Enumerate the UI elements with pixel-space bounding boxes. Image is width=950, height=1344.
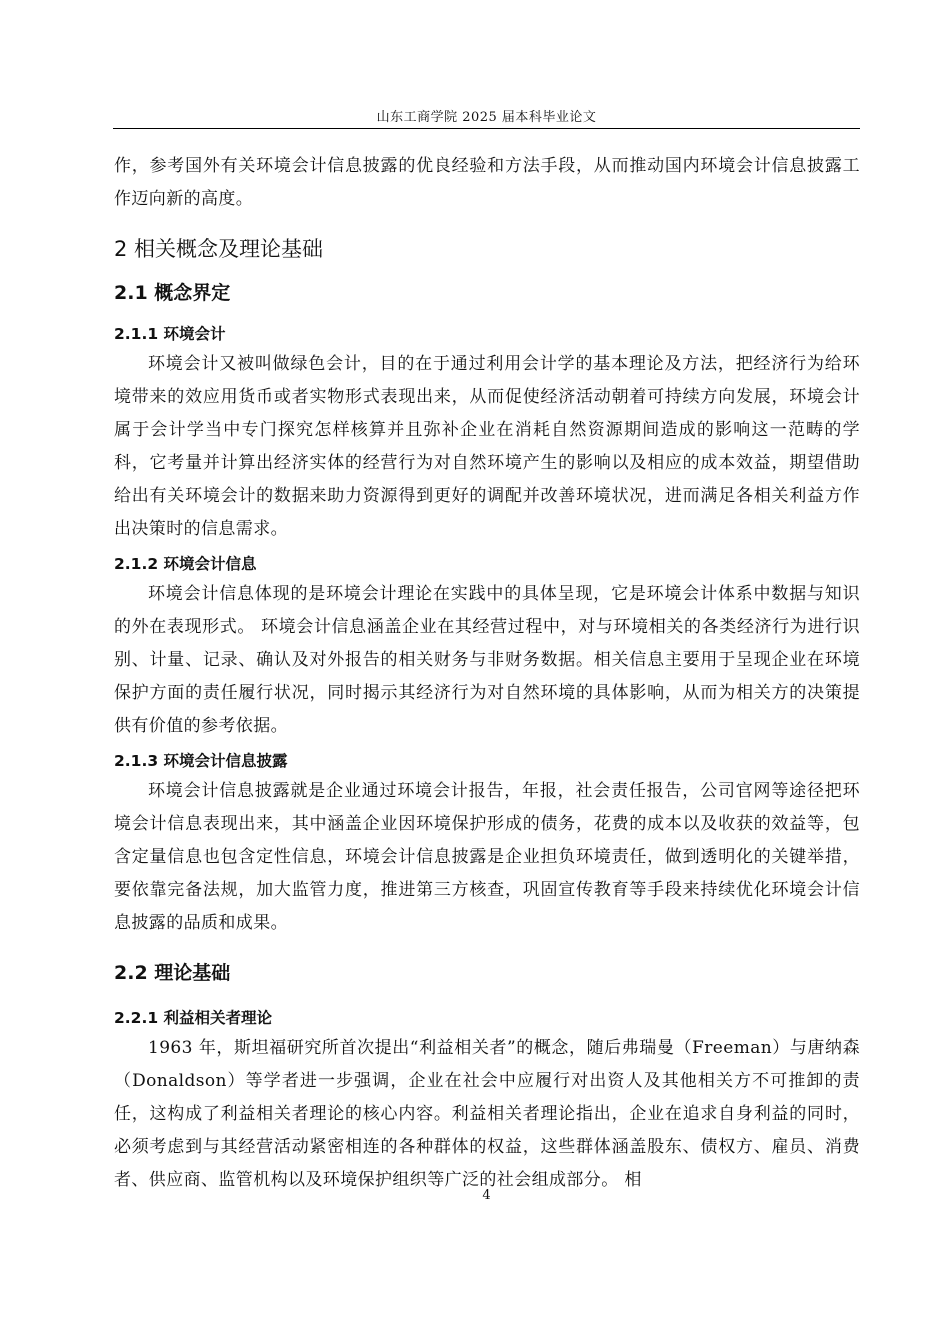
section-2-1-2-paragraph: 环境会计信息体现的是环境会计理论在实践中的具体呈现，它是环境会计体系中数据与知识的外在表现形式。 环境会计信息涵盖企业在其经营过程中，对与环境相关的各类经济行为进行识别、计量、记录、确认及对外报告的相关财务与非财务数据。相关信息主要用于呈现企业在环境保护方面的责任履行状况，同时揭示其经济行为对自然环境的具体影响，从而为相关方的决策提供有价值的参考依据。 [114, 584, 860, 736]
section-2-2-heading: 2.2 理论基础 [114, 962, 231, 984]
section-2-2-1-paragraph: 1963 年，斯坦福研究所首次提出“利益相关者”的概念，随后弗瑞曼（Freeman）与唐纳森（Donaldson）等学者进一步强调，企业在社会中应履行对出资人及其他相关方不可推卸的责任，这构成了利益相关者理论的核心内容。利益相关者理论指出，企业在追求自身利益的同时，必须考虑到与其经营活动紧密相连的各种群体的权益，这些群体涵盖股东、债权方、雇员、消费者、供应商、监管机构以及环境保护组织等广泛的社会组成部分。 相 [114, 1038, 860, 1190]
section-2-1-3-heading: 2.1.3 环境会计信息披露 [114, 752, 288, 770]
section-2-1-3-paragraph: 环境会计信息披露就是企业通过环境会计报告，年报，社会责任报告，公司官网等途径把环境会计信息表现出来，其中涵盖企业因环境保护形成的债务，花费的成本以及收获的效益等，包含定量信息也包含定性信息，环境会计信息披露是企业担负环境责任，做到透明化的关键举措，要依靠完备法规，加大监管力度，推进第三方核查，巩固宣传教育等手段来持续优化环境会计信息披露的品质和成果。 [114, 781, 860, 933]
section-2-1-1-paragraph: 环境会计又被叫做绿色会计，目的在于通过利用会计学的基本理论及方法，把经济行为给环境带来的效应用货币或者实物形式表现出来，从而促使经济活动朝着可持续方向发展，环境会计属于会计学当中专门探究怎样核算并且弥补企业在消耗自然资源期间造成的影响这一范畴的学科，它考量并计算出经济实体的经营行为对自然环境产生的影响以及相应的成本效益，期望借助给出有关环境会计的数据来助力资源得到更好的调配并改善环境状况，进而满足各相关利益方作出决策时的信息需求。 [114, 354, 860, 539]
intro-continuation-paragraph: 作，参考国外有关环境会计信息披露的优良经验和方法手段，从而推动国内环境会计信息披露工作迈向新的高度。 [114, 156, 860, 209]
running-header: 山东工商学院 2025 届本科毕业论文 [376, 110, 597, 125]
section-2-2-1-heading: 2.2.1 利益相关者理论 [114, 1009, 273, 1027]
page-number: 4 [482, 1188, 491, 1203]
section-2-1-2-heading: 2.1.2 环境会计信息 [114, 555, 257, 573]
page-body [114, 150, 860, 1197]
header-rule [113, 128, 860, 129]
section-2-heading: 2 相关概念及理论基础 [114, 237, 324, 261]
section-2-1-1-heading: 2.1.1 环境会计 [114, 325, 226, 343]
section-2-1-heading: 2.1 概念界定 [114, 282, 231, 304]
